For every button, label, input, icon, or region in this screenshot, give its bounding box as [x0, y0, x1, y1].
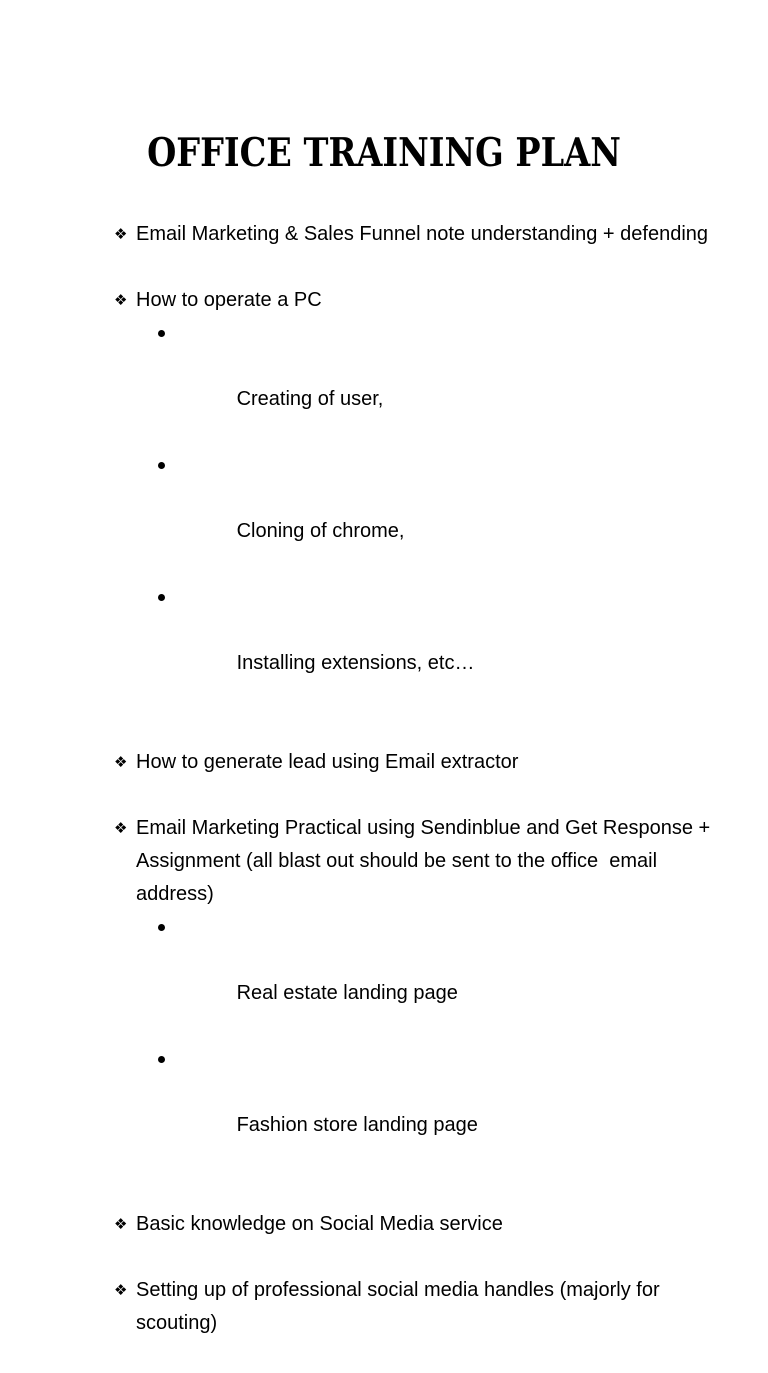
round-bullet-icon: [158, 1056, 165, 1063]
sub-list: [136, 317, 714, 713]
round-bullet-icon: [158, 330, 165, 337]
diamond-bullet-icon: ❖: [114, 819, 128, 837]
list-item: [114, 746, 714, 779]
training-plan-list: [114, 218, 714, 1373]
list-item: [114, 218, 714, 251]
sub-list-item: [136, 317, 714, 449]
sub-list: [136, 911, 714, 1175]
round-bullet-icon: [158, 594, 165, 601]
list-item-text: Setting up of professional social media handles (majorly for scouting): [136, 1279, 666, 1334]
round-bullet-icon: [158, 924, 165, 931]
list-item: [114, 284, 714, 713]
diamond-bullet-icon: ❖: [114, 753, 128, 771]
list-item-text: Basic knowledge on Social Media service: [136, 1213, 503, 1235]
list-item: [114, 1274, 714, 1340]
diamond-bullet-icon: ❖: [114, 1215, 128, 1233]
list-item-text: Email Marketing & Sales Funnel note understanding + defending: [136, 223, 709, 245]
list-item-text: How to operate a PC: [136, 289, 322, 311]
list-item: [114, 812, 714, 1175]
sub-list-item-text: Installing extensions, etc…: [236, 652, 475, 674]
page-title: OFFICE TRAINING PLAN: [147, 130, 621, 176]
list-item: [114, 1208, 714, 1241]
round-bullet-icon: [158, 462, 165, 469]
sub-list-item: [136, 911, 714, 1043]
sub-list-item: [136, 449, 714, 581]
sub-list-item-text: Fashion store landing page: [236, 1114, 478, 1136]
sub-list-item-text: Cloning of chrome,: [236, 520, 405, 542]
diamond-bullet-icon: ❖: [114, 291, 128, 309]
list-item-text: Email Marketing Practical using Sendinblue and Get Response + Assignment (all blast out should be sent to the office email address): [136, 817, 715, 905]
diamond-bullet-icon: ❖: [114, 1281, 128, 1299]
sub-list-item: [136, 581, 714, 713]
sub-list-item: [136, 1043, 714, 1175]
list-item-text: How to generate lead using Email extractor: [136, 751, 519, 773]
diamond-bullet-icon: ❖: [114, 225, 128, 243]
sub-list-item-text: Real estate landing page: [236, 982, 458, 1004]
sub-list-item-text: Creating of user,: [236, 388, 384, 410]
